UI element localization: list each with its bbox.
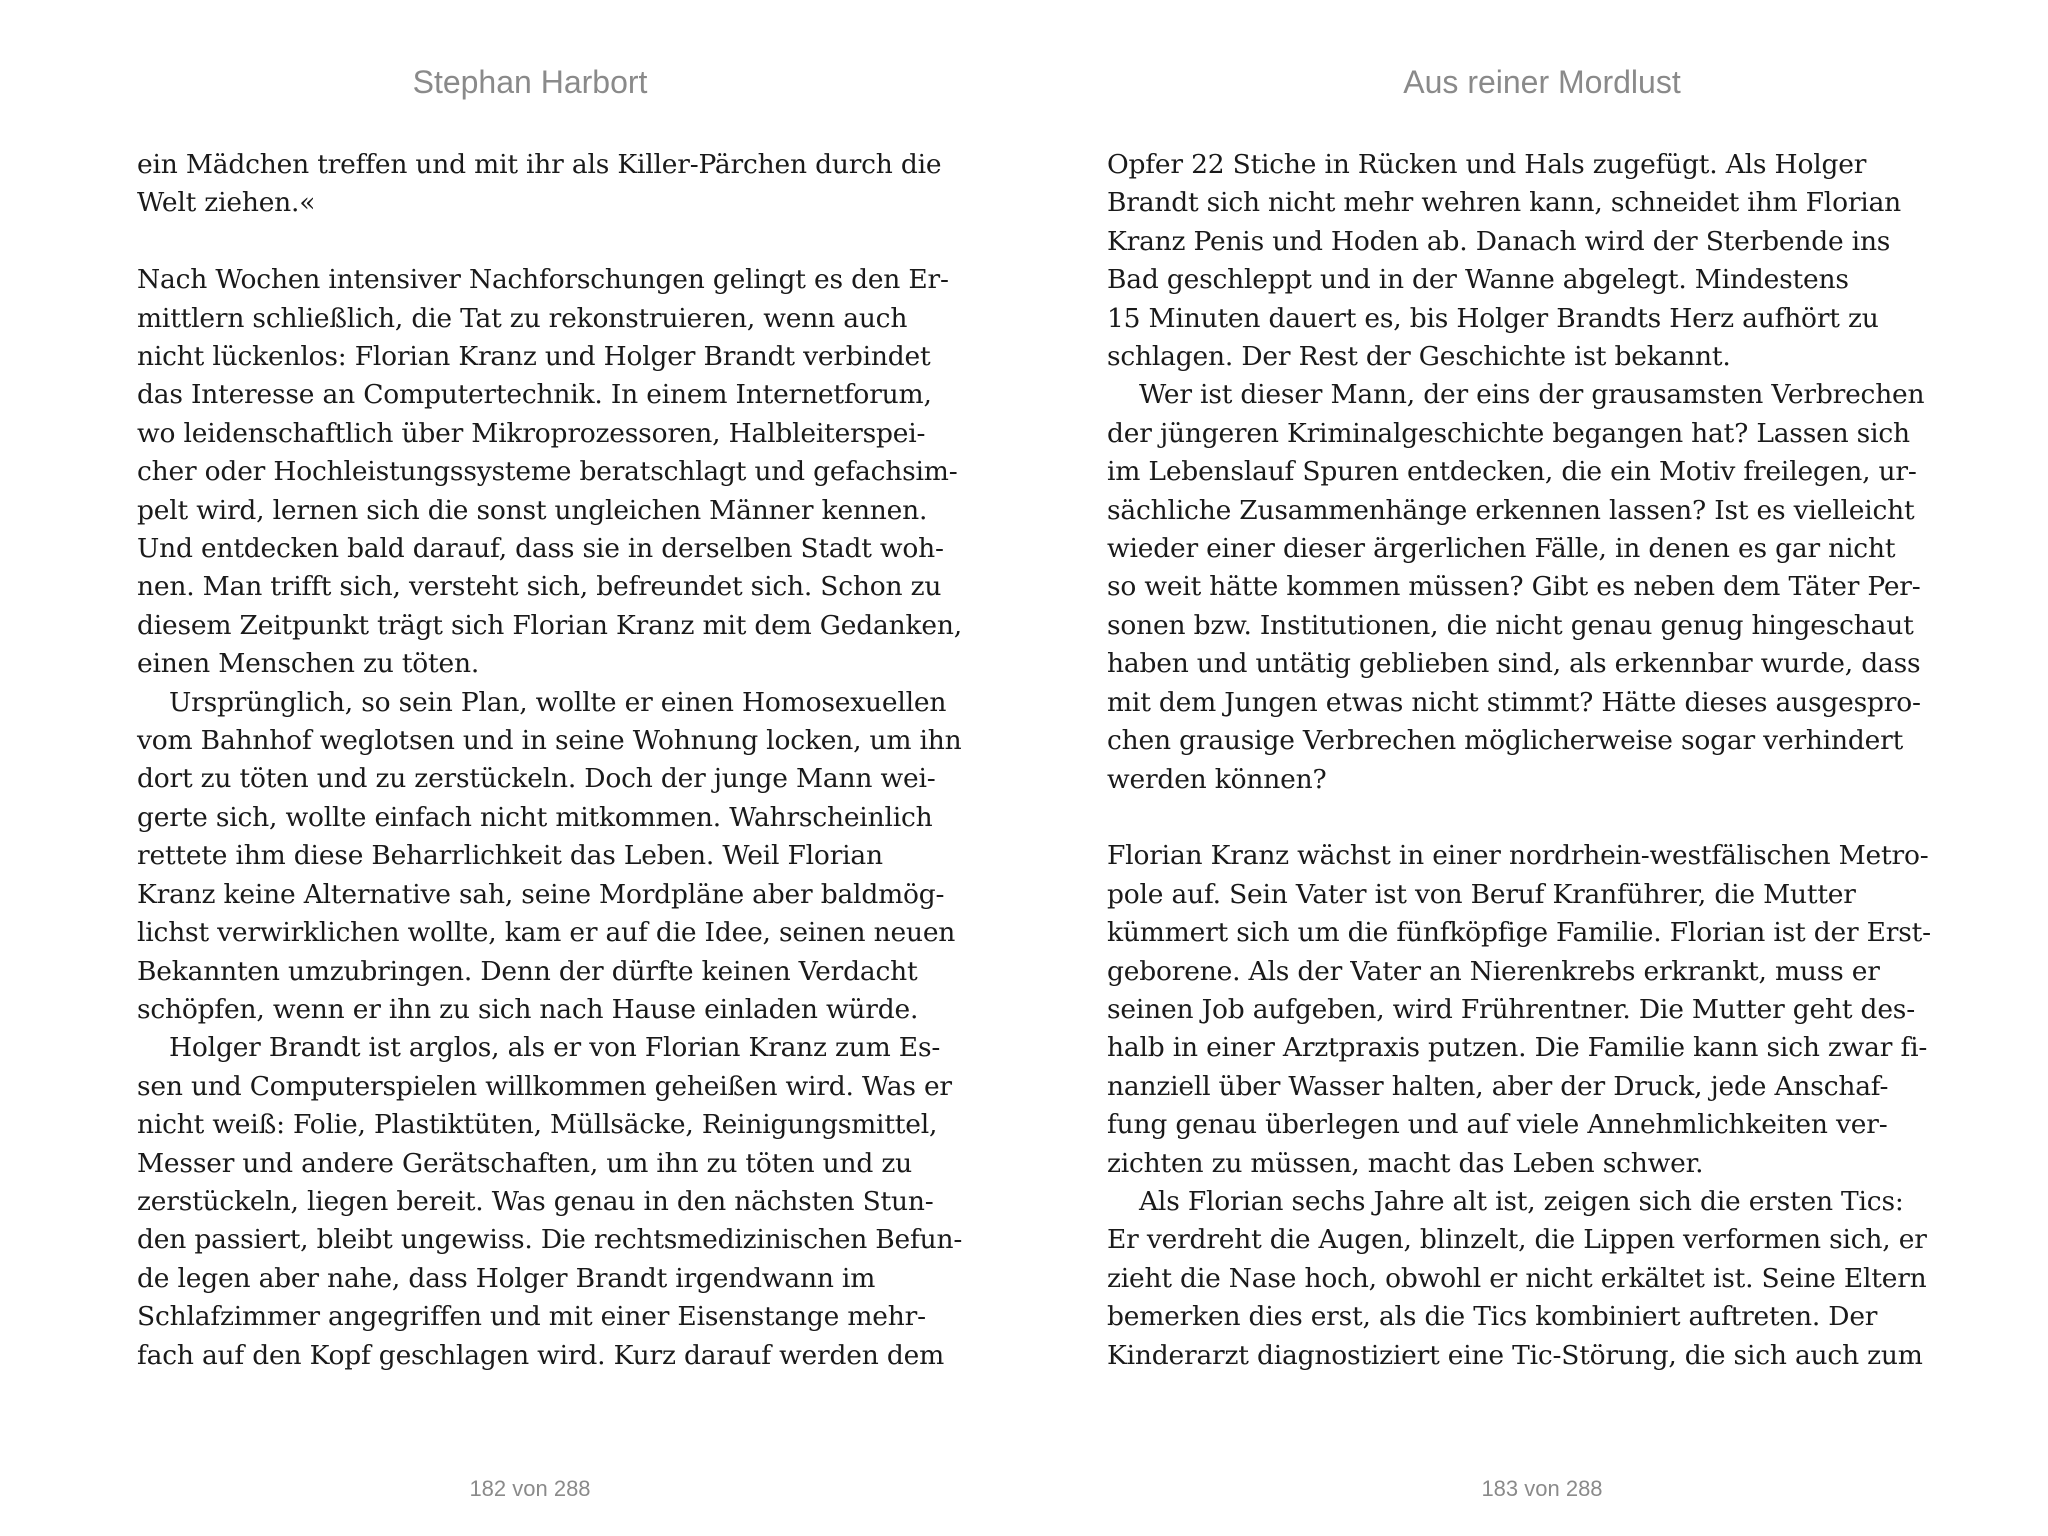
text-line: gerte sich, wollte einfach nicht mitkommen. Wahrscheinlich (137, 801, 933, 833)
text-line: seinen Job aufgeben, wird Frührentner. Die Mutter geht des- (1107, 993, 1915, 1025)
text-line: einen Menschen zu töten. (137, 648, 480, 680)
text-line: geborene. Als der Vater an Nierenkrebs erkrankt, muss er (1107, 955, 1880, 987)
page-body-left (137, 146, 977, 1375)
text-line: vom Bahnhof weglotsen und in seine Wohnung locken, um ihn (137, 725, 962, 757)
text-line: lichst verwirklichen wollte, kam er auf die Idee, seinen neuen (137, 917, 956, 949)
text-line: Er verdreht die Augen, blinzelt, die Lippen verformen sich, er (1107, 1224, 1927, 1256)
text-line: Kranz Penis und Hoden ab. Danach wird der Sterbende ins (1107, 225, 1891, 257)
text-line: 15 Minuten dauert es, bis Holger Brandts Herz aufhört zu (1107, 302, 1879, 334)
text-line: schlagen. Der Rest der Geschichte ist bekannt. (1107, 341, 1731, 373)
paragraph (137, 146, 977, 223)
text-line: Und entdecken bald darauf, dass sie in derselben Stadt woh- (137, 533, 944, 565)
text-line: Als Florian sechs Jahre alt ist, zeigen sich die ersten Tics: (1139, 1185, 1904, 1217)
text-line: den passiert, bleibt ungewiss. Die rechtsmedizinischen Befun- (137, 1224, 963, 1256)
text-line: Schlafzimmer angegriffen und mit einer Eisenstange mehr- (137, 1301, 926, 1333)
text-line: pelt wird, lernen sich die sonst ungleichen Männer kennen. (137, 494, 928, 526)
text-line: haben und untätig geblieben sind, als erkennbar wurde, dass (1107, 648, 1921, 680)
text-line: der jüngeren Kriminalgeschichte begangen hat? Lassen sich (1107, 417, 1910, 449)
text-line: cher oder Hochleistungssysteme beratschlagt und gefachsim- (137, 456, 958, 488)
text-line: sen und Computerspielen willkommen geheißen wird. Was er (137, 1070, 952, 1102)
text-line: ein Mädchen treffen und mit ihr als Killer-Pärchen durch die (137, 149, 942, 180)
text-line: Kinderarzt diagnostiziert eine Tic-Störung, die sich auch zum (1107, 1339, 1923, 1371)
paragraph (1107, 146, 1947, 376)
paragraph (137, 684, 977, 1030)
text-line: rettete ihm diese Beharrlichkeit das Leben. Weil Florian (137, 840, 883, 872)
running-head-title: Aus reiner Mordlust (1403, 64, 1681, 100)
right-page[interactable] (1024, 0, 2048, 1536)
text-line: halb in einer Arztpraxis putzen. Die Familie kann sich zwar fi- (1107, 1032, 1928, 1064)
text-line: mit dem Jungen etwas nicht stimmt? Hätte dieses ausgespro- (1107, 686, 1921, 718)
text-line: mittlern schließlich, die Tat zu rekonstruieren, wenn auch (137, 302, 908, 334)
text-line: pole auf. Sein Vater ist von Beruf Kranführer, die Mutter (1107, 878, 1856, 910)
text-line: so weit hätte kommen müssen? Gibt es neben dem Täter Per- (1107, 571, 1921, 603)
text-line: diesem Zeitpunkt trägt sich Florian Kranz mit dem Gedanken, (137, 609, 962, 641)
page-body-right (1107, 146, 1947, 1375)
text-line: Bekannten umzubringen. Denn der dürfte keinen Verdacht (137, 955, 918, 987)
text-line: Florian Kranz wächst in einer nordrhein-westfälischen Metro- (1107, 840, 1929, 872)
text-line: wo leidenschaftlich über Mikroprozessoren, Halbleiterspei- (137, 417, 926, 449)
text-line: chen grausige Verbrechen möglicherweise sogar verhindert (1107, 725, 1904, 757)
text-line: de legen aber nahe, dass Holger Brandt irgendwann im (137, 1262, 876, 1294)
text-line: im Lebenslauf Spuren entdecken, die ein Motiv freilegen, ur- (1107, 456, 1917, 488)
text-line: Ursprünglich, so sein Plan, wollte er einen Homosexuellen (169, 686, 947, 718)
text-line: Brandt sich nicht mehr wehren kann, schneidet ihm Florian (1107, 187, 1902, 219)
text-line: Kranz keine Alternative sah, seine Mordpläne aber baldmög- (137, 878, 945, 910)
text-line: kümmert sich um die fünfköpfige Familie. Florian ist der Erst- (1107, 917, 1931, 949)
text-line: werden können? (1107, 763, 1327, 795)
running-head-author: Stephan Harbort (412, 64, 648, 100)
text-line: Wer ist dieser Mann, der eins der grausamsten Verbrechen (1139, 379, 1925, 411)
text-line: nicht lückenlos: Florian Kranz und Holger Brandt verbindet (137, 341, 931, 373)
text-line: zerstückeln, liegen bereit. Was genau in den nächsten Stun- (137, 1185, 934, 1217)
paragraph (1107, 1183, 1947, 1375)
text-line: fung genau überlegen und auf viele Annehmlichkeiten ver- (1107, 1109, 1888, 1141)
text-line: Bad geschleppt und in der Wanne abgelegt. Mindestens (1107, 264, 1849, 296)
text-line: Nach Wochen intensiver Nachforschungen gelingt es den Er- (137, 264, 949, 296)
paragraph (1107, 376, 1947, 798)
page-number-left: 182 von 288 (469, 1476, 591, 1501)
paragraph (1107, 837, 1947, 1183)
text-line: Welt ziehen.« (137, 187, 316, 219)
text-line: sonen bzw. Institutionen, die nicht genau genug hingeschaut (1107, 609, 1914, 641)
text-line: schöpfen, wenn er ihn zu sich nach Hause einladen würde. (137, 993, 919, 1025)
text-line: zieht die Nase hoch, obwohl er nicht erkältet ist. Seine Eltern (1107, 1262, 1927, 1294)
paragraph (137, 261, 977, 683)
text-line: sächliche Zusammenhänge erkennen lassen? Ist es vielleicht (1107, 494, 1915, 526)
text-line: wieder einer dieser ärgerlichen Fälle, in denen es gar nicht (1107, 533, 1896, 565)
text-line: nen. Man trifft sich, versteht sich, befreundet sich. Schon zu (137, 571, 942, 603)
text-line: dort zu töten und zu zerstückeln. Doch der junge Mann wei- (137, 763, 936, 795)
text-line: Messer und andere Gerätschaften, um ihn zu töten und zu (137, 1147, 913, 1179)
text-line: das Interesse an Computertechnik. In einem Internetforum, (137, 379, 932, 411)
text-line: fach auf den Kopf geschlagen wird. Kurz darauf werden dem (137, 1339, 945, 1371)
page-number-right: 183 von 288 (1481, 1476, 1603, 1501)
text-line: zichten zu müssen, macht das Leben schwer. (1107, 1147, 1704, 1179)
text-line: nicht weiß: Folie, Plastiktüten, Müllsäcke, Reinigungsmittel, (137, 1109, 938, 1141)
paragraph (137, 1029, 977, 1375)
text-line: Opfer 22 Stiche in Rücken und Hals zugefügt. Als Holger (1107, 149, 1867, 180)
text-line: bemerken dies erst, als die Tics kombiniert auftreten. Der (1107, 1301, 1878, 1333)
text-line: nanziell über Wasser halten, aber der Druck, jede Anschaf- (1107, 1070, 1889, 1102)
text-line: Holger Brandt ist arglos, als er von Florian Kranz zum Es- (169, 1032, 941, 1064)
